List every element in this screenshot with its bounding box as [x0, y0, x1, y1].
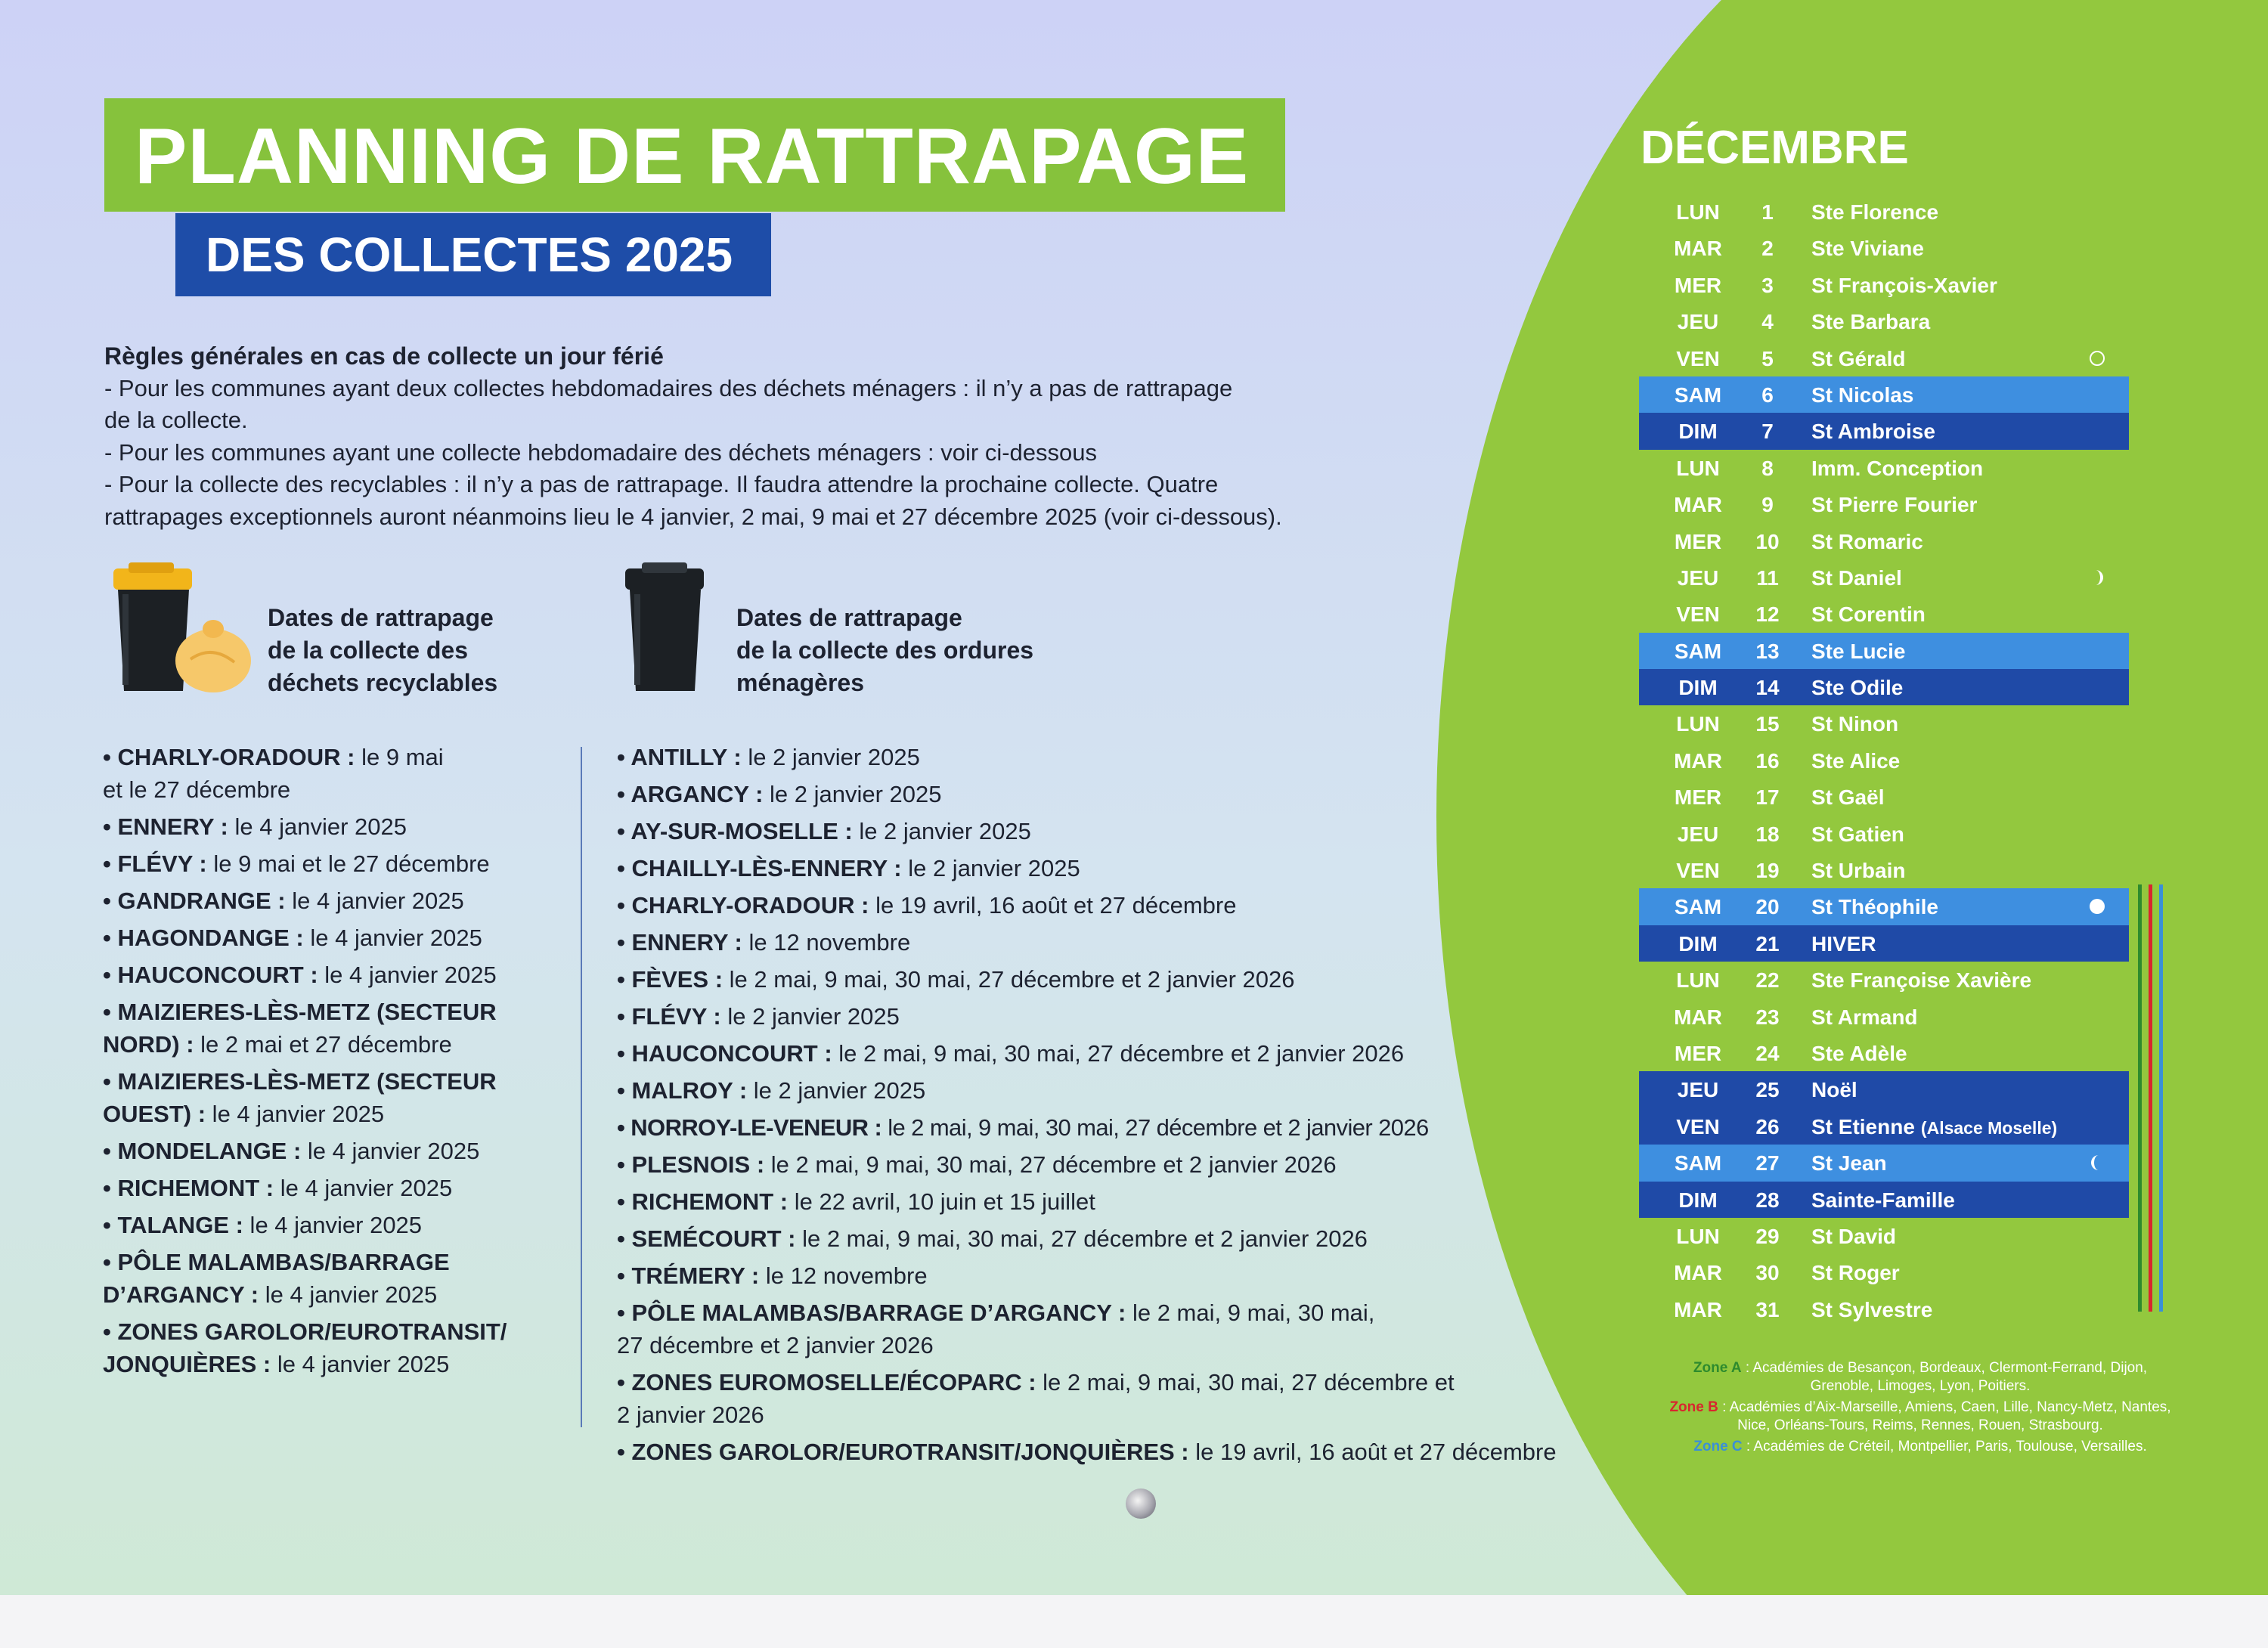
saint-name: St Ambroise [1811, 420, 1935, 444]
day-number: 19 [1755, 859, 1780, 883]
saint-name: St Urbain [1811, 859, 1906, 883]
day-number: 16 [1755, 748, 1780, 773]
list-item: • CHARLY-ORADOUR : le 9 mai et le 27 décembre [103, 744, 444, 803]
list-item: • RICHEMONT : le 4 janvier 2025 [103, 1175, 453, 1201]
recyclables-heading: Dates de rattrapage de la collecte des déchets recyclables [268, 604, 498, 696]
weekday: DIM [1678, 676, 1718, 700]
calendar-day-row [1639, 742, 2129, 779]
calendar-list [1639, 194, 2129, 1327]
list-item: • ZONES EUROMOSELLE/ÉCOPARC : le 2 mai, 9 mai, 30 mai, 27 décembre et 2 janvier 2026 [617, 1369, 1455, 1428]
list-item: • ANTILLY : le 2 janvier 2025 [617, 744, 920, 770]
saint-name: St David [1811, 1224, 1897, 1248]
list-item: • HAUCONCOURT : le 4 janvier 2025 [103, 962, 497, 988]
day-number: 8 [1761, 456, 1774, 480]
school-holiday-zone-bars [2138, 884, 2176, 1312]
day-number: 25 [1755, 1078, 1780, 1102]
saint-name: Ste Viviane [1811, 237, 1924, 261]
page-subtitle: DES COLLECTES 2025 [206, 228, 733, 282]
day-number: 5 [1761, 346, 1774, 370]
weekday: SAM [1674, 895, 1722, 919]
saint-name: St Roger [1811, 1261, 1900, 1285]
day-number: 24 [1755, 1041, 1780, 1065]
binding-hole [1126, 1488, 1156, 1519]
day-number: 10 [1755, 529, 1780, 553]
day-number: 28 [1755, 1188, 1780, 1212]
day-number: 29 [1755, 1224, 1780, 1248]
list-item: • MAIZIERES-LÈS-METZ (SECTEUR OUEST) : le 4 janvier 2025 [103, 1068, 497, 1127]
calendar-day-row [1639, 450, 2129, 486]
saint-name: St Ninon [1811, 712, 1899, 736]
calendar-day-row [1639, 779, 2129, 815]
calendar-day-row [1639, 376, 2129, 413]
calendar-day-row [1639, 852, 2129, 888]
saint-name: Ste Adèle [1811, 1041, 1907, 1065]
weekday: VEN [1676, 859, 1720, 883]
day-number: 27 [1755, 1151, 1780, 1176]
zone-a-bar [2138, 884, 2142, 1312]
weekday: MER [1674, 785, 1722, 810]
moon-new-icon [2088, 349, 2106, 367]
rules-line: - Pour les communes ayant deux collectes hebdomadaires des déchets ménagers : il n’y a pas de rattrapage [104, 374, 1233, 401]
calendar-day-row [1639, 523, 2129, 559]
list-item: • TRÉMERY : le 12 novembre [617, 1262, 928, 1289]
day-number: 12 [1755, 603, 1780, 627]
day-number: 22 [1755, 968, 1780, 993]
list-item: • MONDELANGE : le 4 janvier 2025 [103, 1138, 480, 1164]
list-item: • ENNERY : le 12 novembre [617, 929, 911, 956]
saint-name: Imm. Conception [1811, 456, 1984, 480]
weekday: DIM [1678, 1188, 1718, 1212]
household-list [617, 741, 1557, 1468]
saint-name: St Etienne (Alsace Moselle) [1811, 1114, 2058, 1138]
weekday: LUN [1676, 712, 1720, 736]
list-item: • CHARLY-ORADOUR : le 19 avril, 16 août et 27 décembre [617, 892, 1237, 918]
moon-full-icon [2088, 897, 2106, 915]
weekday: LUN [1676, 968, 1720, 993]
rules-line: - Pour les communes ayant une collecte hebdomadaire des déchets ménagers : voir ci-dessous [104, 438, 1098, 466]
list-item: • MAIZIERES-LÈS-METZ (SECTEUR NORD) : le 2 mai et 27 décembre [103, 999, 497, 1058]
saint-name: Ste Florence [1811, 200, 1939, 224]
page-title: PLANNING DE RATTRAPAGE [135, 113, 1250, 200]
weekday: DIM [1678, 931, 1718, 956]
list-item: • AY-SUR-MOSELLE : le 2 janvier 2025 [617, 818, 1031, 844]
calendar-day-row [1639, 267, 2129, 303]
weekday: SAM [1674, 383, 1722, 407]
day-number: 6 [1761, 383, 1774, 407]
saint-name: St Gatien [1811, 822, 1904, 846]
weekday: JEU [1677, 310, 1719, 334]
saint-name: HIVER [1811, 931, 1876, 956]
day-number: 20 [1755, 895, 1780, 919]
weekday: VEN [1676, 346, 1720, 370]
zones-legend [1663, 1359, 2177, 1459]
saint-name: St François-Xavier [1811, 273, 1997, 297]
weekday: JEU [1677, 565, 1719, 590]
zone-legend-a: Zone A : Académies de Besançon, Bordeaux, Clermont-Ferrand, Dijon, Grenoble, Limoges, Lyon, Poitiers. [1693, 1360, 2148, 1394]
zone-b-bar [2149, 884, 2152, 1312]
weekday: LUN [1676, 456, 1720, 480]
calendar-day-row [1639, 925, 2129, 962]
list-item: • GANDRANGE : le 4 janvier 2025 [103, 888, 464, 914]
page-bottom-edge [0, 1595, 2268, 1648]
list-item: • FLÉVY : le 2 janvier 2025 [617, 1003, 900, 1030]
saint-name: Sainte-Famille [1811, 1188, 1955, 1212]
saint-name: St Armand [1811, 1005, 1918, 1029]
calendar-day-row [1639, 1071, 2129, 1107]
rules-line: - Pour la collecte des recyclables : il n’y a pas de rattrapage. Il faudra attendre la prochaine collecte. Quatre [104, 471, 1219, 497]
day-number: 15 [1755, 712, 1780, 736]
saint-name: Ste Lucie [1811, 639, 1906, 663]
list-item: • SEMÉCOURT : le 2 mai, 9 mai, 30 mai, 27 décembre et 2 janvier 2026 [617, 1225, 1368, 1252]
list-item: • MALROY : le 2 janvier 2025 [617, 1077, 926, 1104]
list-item: • RICHEMONT : le 22 avril, 10 juin et 15 juillet [617, 1188, 1095, 1215]
weekday: SAM [1674, 1151, 1722, 1176]
saint-name: Ste Barbara [1811, 310, 1931, 334]
day-number: 14 [1755, 676, 1780, 700]
saint-name: St Corentin [1811, 603, 1926, 627]
day-number: 1 [1761, 200, 1774, 224]
calendar-day-row [1639, 1291, 2129, 1327]
recyclables-list [103, 741, 507, 1380]
calendar-day-row [1639, 230, 2129, 266]
day-number: 31 [1755, 1297, 1780, 1321]
saint-name: Ste Françoise Xavière [1811, 968, 2032, 993]
weekday: JEU [1677, 822, 1719, 846]
rules-heading: Règles générales en cas de collecte un jour férié [104, 342, 664, 370]
weekday: SAM [1674, 639, 1722, 663]
calendar-day-row [1639, 1145, 2129, 1181]
weekday: DIM [1678, 420, 1718, 444]
weekday: JEU [1677, 1078, 1719, 1102]
weekday: MAR [1674, 237, 1722, 261]
recycling-bin-icon [106, 561, 257, 697]
calendar-day-row [1639, 1108, 2129, 1145]
weekday: LUN [1676, 200, 1720, 224]
day-number: 11 [1756, 565, 1779, 590]
list-item: • ZONES GAROLOR/EUROTRANSIT/JONQUIÈRES : le 19 avril, 16 août et 27 décembre [617, 1439, 1557, 1465]
calendar-day-row [1639, 888, 2129, 925]
weekday: VEN [1676, 1114, 1720, 1138]
weekday: MER [1674, 529, 1722, 553]
saint-name: Ste Alice [1811, 748, 1901, 773]
saint-name: St Jean [1811, 1151, 1887, 1176]
weekday: MAR [1674, 1005, 1722, 1029]
weekday: VEN [1676, 603, 1720, 627]
list-item: • PÔLE MALAMBAS/BARRAGE D’ARGANCY : le 4 janvier 2025 [103, 1249, 450, 1308]
saint-note: (Alsace Moselle) [1920, 1117, 2058, 1138]
calendar-day-row [1639, 1035, 2129, 1071]
day-number: 13 [1755, 639, 1780, 663]
list-item: • NORROY-LE-VENEUR : le 2 mai, 9 mai, 30 mai, 27 décembre et 2 janvier 2026 [617, 1114, 1429, 1141]
calendar-day-row [1639, 194, 2129, 230]
day-number: 2 [1761, 237, 1774, 261]
calendar-day-row [1639, 596, 2129, 632]
weekday: MER [1674, 273, 1722, 297]
list-item: • ENNERY : le 4 janvier 2025 [103, 813, 407, 840]
list-item: • HAUCONCOURT : le 2 mai, 9 mai, 30 mai, 27 décembre et 2 janvier 2026 [617, 1040, 1405, 1067]
calendar-day-row [1639, 705, 2129, 742]
list-item: • HAGONDANGE : le 4 janvier 2025 [103, 925, 482, 951]
calendar-day-row [1639, 999, 2129, 1035]
weekday: MAR [1674, 1261, 1722, 1285]
calendar-day-row [1639, 559, 2129, 596]
calendar-day-row [1639, 1182, 2129, 1218]
weekday: LUN [1676, 1224, 1720, 1248]
calendar-day-row [1639, 340, 2129, 376]
month-title: DÉCEMBRE [1641, 122, 1909, 174]
zone-c-bar [2159, 884, 2163, 1312]
saint-name: St Daniel [1811, 565, 1902, 590]
list-item: • CHAILLY-LÈS-ENNERY : le 2 janvier 2025 [617, 855, 1080, 881]
calendar-day-row [1639, 303, 2129, 339]
saint-name: Noël [1811, 1078, 1857, 1102]
rules-line: de la collecte. [104, 407, 248, 433]
moon-last-icon [2088, 1154, 2106, 1172]
saint-name: St Gérald [1811, 346, 1906, 370]
calendar-day-row [1639, 633, 2129, 669]
general-rules [104, 340, 1435, 533]
calendar-day-row [1639, 1218, 2129, 1254]
column-divider [581, 747, 582, 1427]
zone-legend-b: Zone B : Académies d’Aix-Marseille, Amiens, Caen, Lille, Nancy-Metz, Nantes, Nice, Orléans-Tours, Reims, Rennes, Rouen, Strasbourg. [1669, 1399, 2171, 1433]
day-number: 26 [1755, 1114, 1780, 1138]
list-item: • TALANGE : le 4 janvier 2025 [103, 1212, 423, 1238]
saint-name: St Pierre Fourier [1811, 493, 1978, 517]
day-number: 30 [1755, 1261, 1780, 1285]
weekday: MAR [1674, 1297, 1722, 1321]
day-number: 18 [1755, 822, 1780, 846]
calendar-day-row [1639, 413, 2129, 449]
day-number: 23 [1755, 1005, 1780, 1029]
day-number: 9 [1761, 493, 1774, 517]
weekday: MAR [1674, 748, 1722, 773]
day-number: 7 [1761, 420, 1774, 444]
list-item: • ARGANCY : le 2 janvier 2025 [617, 781, 942, 807]
zone-legend-c: Zone C : Académies de Créteil, Montpellier, Paris, Toulouse, Versailles. [1693, 1439, 2147, 1454]
calendar-day-row [1639, 669, 2129, 705]
list-item: • FLÉVY : le 9 mai et le 27 décembre [103, 850, 490, 877]
day-number: 4 [1761, 310, 1774, 334]
day-number: 21 [1755, 931, 1780, 956]
weekday: MAR [1674, 493, 1722, 517]
calendar-day-row [1639, 816, 2129, 852]
moon-first-icon [2088, 568, 2106, 587]
weekday: MER [1674, 1041, 1722, 1065]
day-number: 17 [1755, 785, 1780, 810]
day-number: 3 [1761, 273, 1774, 297]
list-item: • FÈVES : le 2 mai, 9 mai, 30 mai, 27 décembre et 2 janvier 2026 [617, 966, 1295, 993]
saint-name: St Gaël [1811, 785, 1885, 810]
household-heading: Dates de rattrapage de la collecte des ordures ménagères [736, 604, 1034, 696]
household-bin-icon [616, 561, 714, 697]
list-item: • PÔLE MALAMBAS/BARRAGE D’ARGANCY : le 2 mai, 9 mai, 30 mai, 27 décembre et 2 janvier 2026 [617, 1300, 1375, 1358]
calendar-day-row [1639, 1254, 2129, 1290]
calendar-day-row [1639, 962, 2129, 998]
list-item: • ZONES GAROLOR/EUROTRANSIT/ JONQUIÈRES : le 4 janvier 2025 [103, 1318, 507, 1377]
saint-name: St Sylvestre [1811, 1297, 1933, 1321]
saint-name: St Nicolas [1811, 383, 1914, 407]
calendar-day-row [1639, 486, 2129, 522]
saint-name: St Théophile [1811, 895, 1938, 919]
rules-line: rattrapages exceptionnels auront néanmoins lieu le 4 janvier, 2 mai, 9 mai et 27 décembre 2025 (voir ci-dessous). [104, 503, 1282, 530]
saint-name: St Romaric [1811, 529, 1923, 553]
list-item: • PLESNOIS : le 2 mai, 9 mai, 30 mai, 27 décembre et 2 janvier 2026 [617, 1151, 1337, 1178]
saint-name: Ste Odile [1811, 676, 1904, 700]
